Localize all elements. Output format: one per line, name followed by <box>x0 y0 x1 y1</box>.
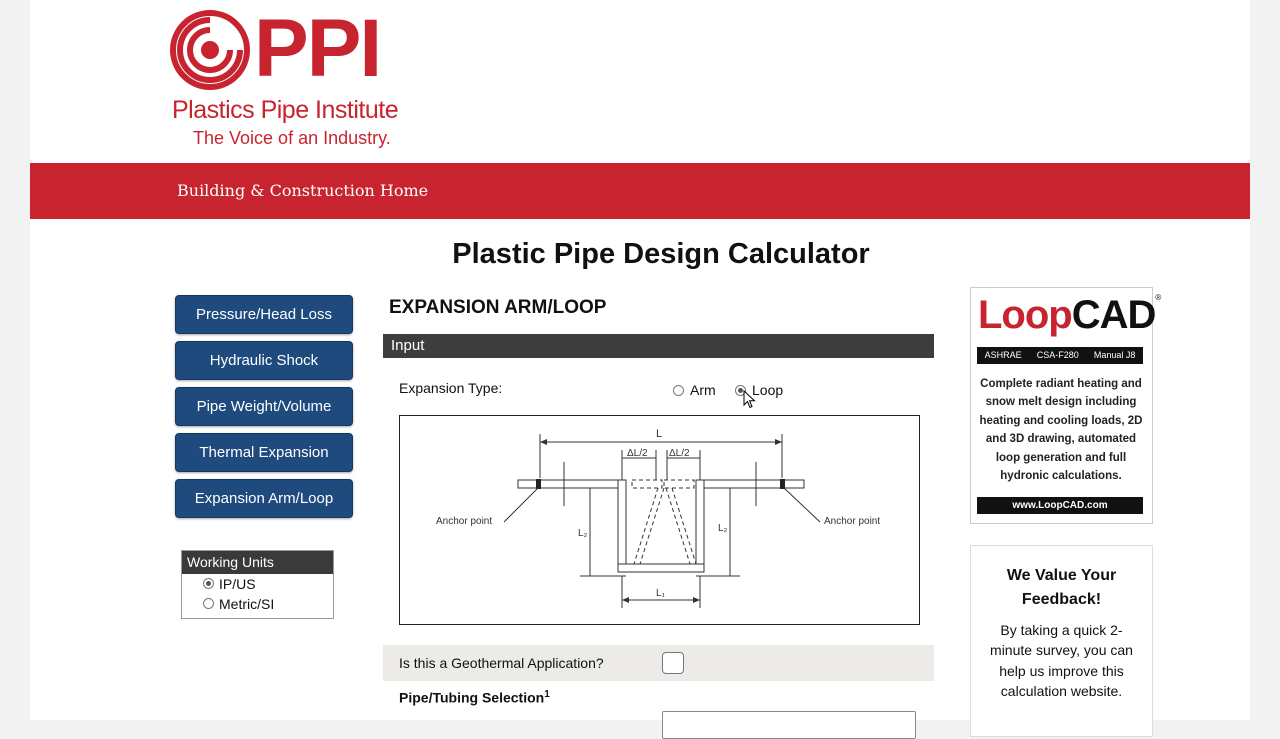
hydraulic-shock-button[interactable]: Hydraulic Shock <box>175 341 353 380</box>
tag-manual-j8: Manual J8 <box>1093 350 1136 360</box>
label-delta-l-right: ΔL/2 <box>669 448 690 459</box>
loopcad-logo-cad: CAD <box>1071 293 1156 337</box>
label-L1: L₁ <box>656 588 665 599</box>
geothermal-checkbox[interactable] <box>662 652 684 674</box>
pressure-head-loss-button[interactable]: Pressure/Head Loss <box>175 295 353 334</box>
units-option-ip-us[interactable] <box>182 574 333 594</box>
loopcad-ad[interactable] <box>970 287 1161 524</box>
section-title: EXPANSION ARM/LOOP <box>389 297 607 318</box>
expansion-loop-drawing <box>400 416 919 624</box>
metric-si-radio[interactable] <box>203 598 214 609</box>
arm-radio[interactable] <box>673 385 684 396</box>
feedback-panel[interactable] <box>970 545 1153 737</box>
loop-label: Loop <box>752 382 784 398</box>
mouse-cursor-icon <box>743 390 757 410</box>
pipe-tubing-selection-label <box>399 689 550 706</box>
units-option-metric-si[interactable] <box>182 594 333 614</box>
working-units-panel <box>181 550 334 619</box>
registered-mark: ® <box>1155 293 1161 302</box>
feedback-title: We Value Your Feedback! <box>1006 567 1117 608</box>
building-construction-home-link[interactable]: Building & Construction Home <box>177 181 429 200</box>
expansion-arm-loop-button[interactable]: Expansion Arm/Loop <box>175 479 353 518</box>
input-header: Input <box>383 334 934 358</box>
loopcad-tags <box>977 347 1143 364</box>
metric-si-label: Metric/SI <box>219 596 275 612</box>
loopcad-logo <box>978 293 1160 338</box>
loopcad-url[interactable]: www.LoopCAD.com <box>977 497 1143 514</box>
ppi-logo[interactable] <box>170 3 430 150</box>
ppi-swirl-icon <box>170 10 250 90</box>
ip-us-radio[interactable] <box>203 578 214 589</box>
page-title: Plastic Pipe Design Calculator <box>452 238 870 270</box>
logo-name: Plastics Pipe Institute <box>172 96 399 124</box>
logo-tagline: The Voice of an Industry. <box>193 128 391 148</box>
anchor-point-right-label: Anchor point <box>824 516 881 527</box>
geothermal-label: Is this a Geothermal Application? <box>399 655 604 671</box>
expansion-option-arm[interactable] <box>673 382 716 398</box>
top-nav-bar <box>30 163 1250 219</box>
expansion-loop-diagram <box>399 415 920 625</box>
pipe-tubing-select[interactable] <box>662 711 916 739</box>
label-L2-left: L₂ <box>578 528 588 539</box>
ppi-letters: PPI <box>254 3 381 94</box>
loopcad-description: Complete radiant heating and snow melt design including heating and cooling loads, 2D and 3D drawing, automated loop generation and full hydronic calculations. <box>979 378 1143 483</box>
label-L: L <box>656 428 663 440</box>
ip-us-label: IP/US <box>219 576 256 592</box>
label-L2-right: L₂ <box>718 523 728 534</box>
working-units-title: Working Units <box>182 551 333 574</box>
feedback-text: By taking a quick 2-minute survey, you can help us improve this calculation website. <box>990 622 1133 700</box>
tag-csa: CSA-F280 <box>1036 350 1079 360</box>
geothermal-row <box>383 645 934 681</box>
loopcad-logo-loop: Loop <box>978 293 1072 337</box>
footnote-marker: 1 <box>544 689 550 700</box>
page <box>30 0 1250 720</box>
label-delta-l-left: ΔL/2 <box>627 448 648 459</box>
expansion-type-label: Expansion Type: <box>399 380 503 396</box>
pipe-tubing-selection-text: Pipe/Tubing Selection <box>399 689 545 706</box>
pipe-weight-volume-button[interactable]: Pipe Weight/Volume <box>175 387 353 426</box>
thermal-expansion-button[interactable]: Thermal Expansion <box>175 433 353 472</box>
arm-label: Arm <box>690 382 716 398</box>
tag-ashrae: ASHRAE <box>984 350 1022 360</box>
anchor-point-left-label: Anchor point <box>436 516 493 527</box>
